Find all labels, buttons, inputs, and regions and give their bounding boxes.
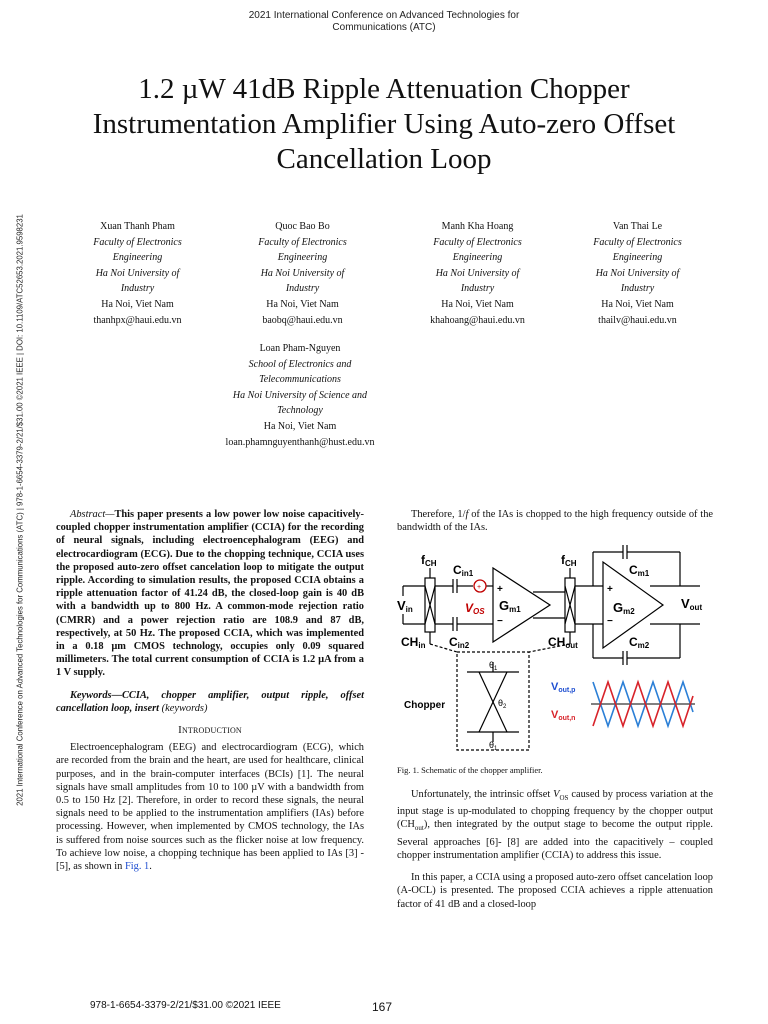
- author-affiliation: Ha Noi University of: [595, 267, 680, 279]
- author-location: Ha Noi, Viet Nam: [601, 298, 674, 310]
- author-name: Manh Kha Hoang: [441, 221, 514, 232]
- author-block-3: [395, 219, 560, 328]
- author-location: Ha Noi, Viet Nam: [101, 298, 174, 310]
- abstract-text: This paper presents a low power low noise capacitively-coupled chopper instrumentation amplifier (CCIA) for the recording of neural signals, including electroencephalogram (EEG) and electrocardiogram (ECG). Due to the chopping technique, CCIA uses the proposed auto-zero offset cancelation loop to mitigate the output ripple. According to simulation results, the proposed CCIA obtains a ripple attenuation factor of 41.24 dB, the closed-loop gain is 40 dB with a bandwidth up to 800 Hz. A common-mode rejection ratio (CMRR) and a power rejection ratio are 108.9 and 87 dB, respectively, at 50 Hz. The proposed CCIA, which was implemented in a 0.18 µm CMOS technology, occupies only 0.09 squared millimeters. The total current consumption of CCIA is 1.2 µA from a 1 V supply.: [56, 509, 364, 679]
- author-name: Van Thai Le: [612, 221, 663, 232]
- voutn-label: Vout,n: [551, 709, 576, 722]
- author-block-4: [555, 219, 720, 328]
- right-text: Therefore, 1/: [411, 509, 466, 520]
- author-name: Xuan Thanh Pham: [100, 221, 175, 232]
- author-email: baobq@haui.edu.vn: [262, 314, 343, 326]
- paper-title: [40, 72, 728, 177]
- author-affiliation: Ha Noi University of: [260, 267, 345, 279]
- chout-label: CHout: [548, 635, 578, 650]
- theta2-label: $\theta_2$: [498, 698, 507, 710]
- voutp-label: Vout,p: [551, 681, 576, 694]
- figure-1-schematic: [395, 540, 715, 755]
- gm2-minus: −: [607, 616, 613, 627]
- keywords-text: CCIA, chopper amplifier, output ripple, offset cancellation loop, insert: [56, 689, 364, 714]
- right-paragraph-0: [397, 508, 713, 534]
- author-location: Ha Noi, Viet Nam: [441, 298, 514, 310]
- side-doi-strip: [8, 150, 32, 870]
- author-affiliation: Telecommunications: [259, 374, 341, 386]
- gm2-label: Gm2: [613, 600, 635, 616]
- abstract-label: Abstract—: [70, 509, 115, 520]
- author-block-1: [55, 219, 220, 328]
- author-affiliation: Engineering: [112, 252, 163, 264]
- footer-isbn: 978-1-6654-3379-2/21/$31.00 ©2021 IEEE: [90, 1000, 281, 1011]
- keywords-paragraph: [56, 689, 364, 715]
- cin1-label: Cin1: [453, 563, 474, 578]
- author-affiliation: Industry: [120, 283, 155, 295]
- vos-label: VOS: [465, 601, 485, 616]
- cm1-label: Cm1: [629, 563, 650, 578]
- right-text-italic: f: [465, 509, 469, 520]
- author-affiliation: Ha Noi University of: [95, 267, 180, 279]
- author-name: Loan Pham-Nguyen: [259, 343, 341, 354]
- chin-label: CHin: [401, 635, 426, 650]
- figure-1-link[interactable]: Fig. 1: [124, 861, 150, 873]
- author-email: loan.phamnguyenthanh@hust.edu.vn: [225, 436, 375, 448]
- figure-1-caption: Fig. 1. Schematic of the chopper amplifier.: [397, 765, 543, 775]
- right-text: of the IAs is chopped to the high frequency outside of the bandwidth of the IAs.: [397, 509, 713, 534]
- author-affiliation: Faculty of Electronics: [593, 236, 682, 248]
- conference-header: [0, 10, 768, 34]
- vout-label: Vout: [681, 596, 703, 612]
- author-block-5: [200, 341, 400, 450]
- author-email: thailv@haui.edu.vn: [598, 314, 677, 326]
- right-paragraph-2: In this paper, a CCIA using a proposed auto-zero offset cancelation loop (A-OCL) is presented. The proposed CCIA achieves a ripple attenuation factor of 41 dB and a closed-loop: [397, 872, 713, 910]
- gm1-label: Gm1: [499, 598, 521, 614]
- title-line-1: 1.2 µW 41dB Ripple Attenuation Chopper: [138, 73, 630, 105]
- gm2-plus: +: [607, 584, 613, 595]
- author-affiliation: School of Electronics and: [248, 358, 352, 370]
- author-affiliation: Ha Noi University of: [435, 267, 520, 279]
- chopper-label: Chopper: [404, 700, 446, 711]
- keywords-tail: (keywords): [161, 702, 208, 714]
- right-column-bottom: [397, 788, 713, 911]
- author-affiliation: Faculty of Electronics: [258, 236, 347, 248]
- author-affiliation: Industry: [620, 283, 655, 295]
- intro-paragraph-1: [56, 741, 364, 873]
- author-email: thanhpx@haui.edu.vn: [93, 314, 182, 326]
- intro-text: Electroencephalogram (EEG) and electrocardiogram (ECG), which are recorded from the brain and the heart, are used for healthcare, clinical purposes, and in the brain-computer interfaces (BCIs) [1]. The neural signals have small amplitudes from 10 to 100 µV with a bandwidth from 0.5 to 150 Hz [2]. Therefore, in order to record these signals, the neural signals need to be applied to the instrumentation amplifiers (IAs) before processing. However, when implemented by CMOS technology, the IAs is suffered from noise sources such as the flicker noise at low frequency. To achieve low noise, a chopping technique has been applied to IAs [3] - [5], as shown in: [56, 742, 364, 873]
- author-affiliation: Faculty of Electronics: [433, 236, 522, 248]
- author-affiliation: Engineering: [452, 252, 503, 264]
- left-column: [56, 508, 364, 873]
- author-location: Ha Noi, Viet Nam: [266, 298, 339, 310]
- title-line-3: Cancellation Loop: [276, 143, 492, 175]
- gm1-plus: +: [497, 584, 503, 595]
- conference-line-2: Communications (ATC): [332, 22, 436, 33]
- side-doi-text: 2021 International Conference on Advanced Technologies for Communications (ATC) | 978-1-6654-3379-2/21/$31.00 ©2021 IEEE | DOI: 10.1109/ATC52653.2021.9598231: [15, 214, 25, 806]
- abstract-paragraph: [56, 508, 364, 680]
- cm2-label: Cm2: [629, 635, 650, 650]
- cin2-label: Cin2: [449, 635, 470, 650]
- author-email: khahoang@haui.edu.vn: [430, 314, 525, 326]
- author-affiliation: Engineering: [612, 252, 663, 264]
- page-footer: [90, 1000, 690, 1014]
- right-column-top: [397, 508, 713, 534]
- author-affiliation: Industry: [460, 283, 495, 295]
- author-affiliation: Engineering: [277, 252, 328, 264]
- fch-label-2: fCH: [561, 553, 577, 568]
- gm1-minus: −: [497, 616, 503, 627]
- intro-text-end: .: [149, 861, 152, 873]
- author-affiliation: Technology: [277, 405, 323, 417]
- author-affiliation: Industry: [285, 283, 320, 295]
- title-line-2: Instrumentation Amplifier Using Auto-zero Offset: [92, 108, 676, 140]
- keywords-label: Keywords—: [70, 689, 122, 701]
- author-block-2: [220, 219, 385, 328]
- author-affiliation: Ha Noi University of Science and: [232, 389, 368, 401]
- theta1-bottom: $\theta_1$: [489, 740, 498, 752]
- vos-plus: +: [477, 584, 482, 591]
- right-paragraph-1: Unfortunately, the intrinsic offset $V_{OS}$ caused by process variation at the input stage is up-modulated to chopping frequency by the chopper output $(CH_{out})$, then integrated by the output stage to become the output ripple. Several approaches [6]- [8] are added into the capacitively – coupled chopper instrumentation amplifier (CCIA) to address this issue.: [397, 789, 713, 861]
- vin-label: Vin: [397, 598, 413, 614]
- page-number: 167: [372, 1000, 393, 1014]
- conference-line-1: 2021 International Conference on Advanced Technologies for: [248, 10, 520, 21]
- author-location: Ha Noi, Viet Nam: [263, 420, 337, 432]
- author-affiliation: Faculty of Electronics: [93, 236, 182, 248]
- author-name: Quoc Bao Bo: [275, 221, 330, 232]
- theta1-top: $\theta_1$: [489, 660, 498, 672]
- fch-label-1: fCH: [421, 553, 437, 568]
- section-heading-introduction: Introduction: [178, 724, 242, 737]
